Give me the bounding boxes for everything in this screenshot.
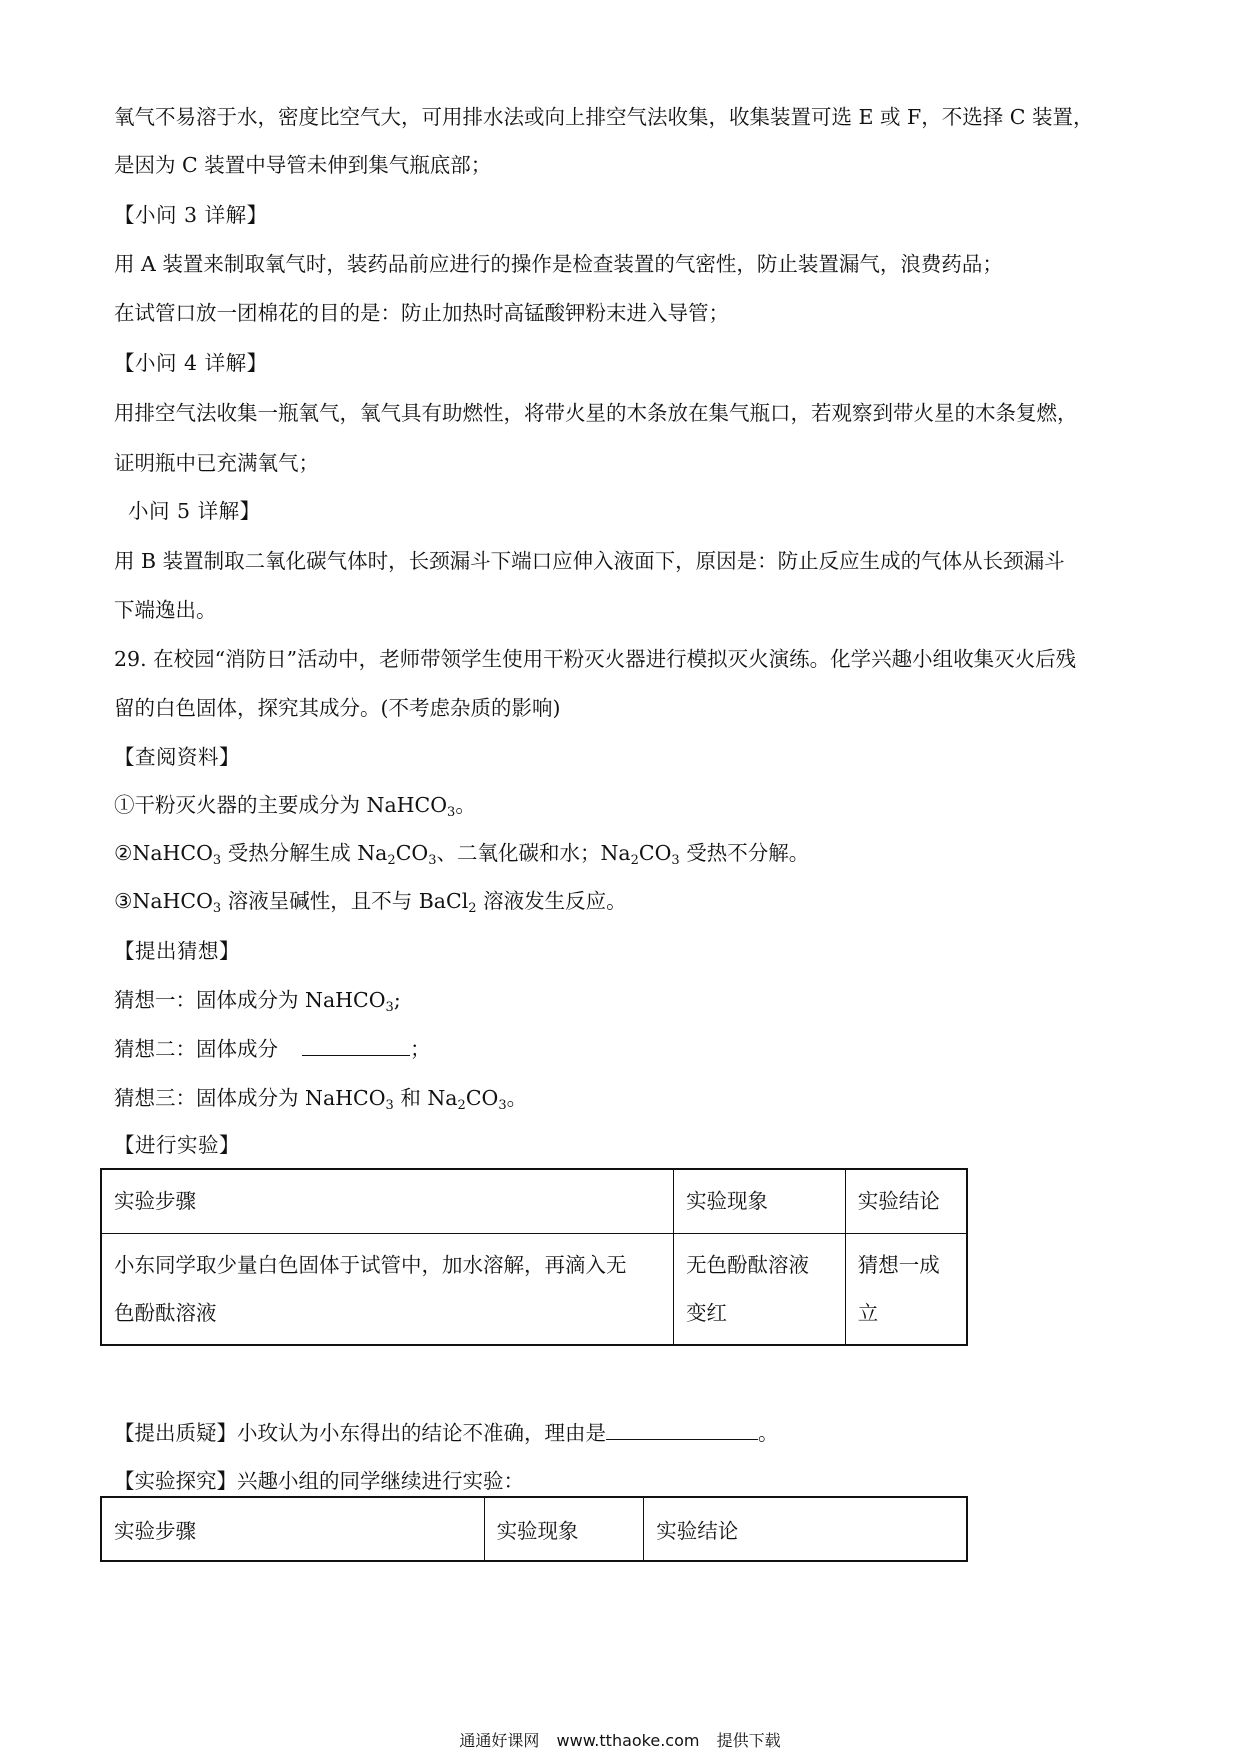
table-header-row [101, 1169, 967, 1233]
paragraph-line: 下端逸出。 [114, 598, 217, 622]
section-heading: 【提出猜想】 [114, 939, 240, 963]
table-header-cell: 实验结论 [845, 1169, 967, 1233]
table-cell-step: 小东同学取少量白色固体于试管中，加水溶解，再滴入无 色酚酞溶液 [101, 1233, 674, 1345]
table-header-cell: 实验现象 [674, 1169, 846, 1233]
experiment-table-2 [100, 1496, 968, 1562]
section-heading: 小问 5 详解】 [128, 499, 261, 523]
table-cell-conclusion: 猜想一成 立 [845, 1233, 967, 1345]
answer-blank[interactable] [606, 1419, 758, 1440]
table-header-row [101, 1497, 967, 1561]
question-doubt: 【提出质疑】小玫认为小东得出的结论不准确，理由是 。 [114, 1421, 779, 1445]
table-header-cell: 实验结论 [644, 1497, 967, 1561]
experiment-table-1 [100, 1168, 968, 1346]
paragraph-line: 是因为 C 装置中导管未伸到集气瓶底部； [114, 153, 492, 177]
question-stem: 29. 在校园“消防日”活动中，老师带领学生使用干粉灭火器进行模拟灭火演练。化学兴趣小组收集灭火后残 [114, 647, 1077, 671]
paragraph-line: 证明瓶中已充满氧气； [114, 451, 319, 475]
table-header-cell: 实验现象 [484, 1497, 644, 1561]
paragraph-line: 用 A 装置来制取氧气时，装药品前应进行的操作是检查装置的气密性，防止装置漏气，浪费药品； [114, 252, 1003, 276]
paragraph-line: 在试管口放一团棉花的目的是：防止加热时高锰酸钾粉末进入导管； [114, 301, 729, 325]
answer-blank[interactable] [302, 1035, 410, 1056]
paragraph-line: 氧气不易溶于水，密度比空气大，可用排水法或向上排空气法收集，收集装置可选 E 或 F，不选择 C 装置， [114, 105, 1094, 129]
footer-site-name: 通通好课网 [459, 1731, 540, 1750]
hypothesis-2: 猜想二：固体成分 ； [114, 1037, 431, 1061]
section-heading: 【实验探究】兴趣小组的同学继续进行实验： [114, 1469, 524, 1493]
paragraph-line: 用 B 装置制取二氧化碳气体时，长颈漏斗下端口应伸入液面下，原因是：防止反应生成的气体从长颈漏斗 [114, 549, 1065, 573]
reference-item-2: ②NaHCO$_3$ 受热分解生成 $Na_2CO_3$、二氧化碳和水；$Na_2CO_3$ 受热不分解。 [114, 841, 810, 868]
reference-item-1: ①干粉灭火器的主要成分为 NaHCO$_3$。 [114, 793, 476, 820]
section-heading: 【进行实验】 [114, 1133, 240, 1157]
hypothesis-3: 猜想三：固体成分为 NaHCO$_3$ 和 $Na_2CO_3$。 [114, 1086, 528, 1113]
question-stem: 留的白色固体，探究其成分。(不考虑杂质的影响) [114, 696, 561, 720]
section-heading: 【查阅资料】 [114, 745, 240, 769]
footer-url[interactable]: www.tthaoke.com [556, 1731, 700, 1750]
table-header-cell: 实验步骤 [101, 1169, 674, 1233]
table-cell-phenomenon: 无色酚酞溶液 变红 [674, 1233, 846, 1345]
hypothesis-1: 猜想一：固体成分为 NaHCO$_3$; [114, 988, 401, 1015]
footer-note: 提供下载 [716, 1731, 781, 1750]
paragraph-line: 用排空气法收集一瓶氧气，氧气具有助燃性，将带火星的木条放在集气瓶口，若观察到带火星的木条复燃， [114, 401, 1078, 425]
section-heading: 【小问 4 详解】 [114, 351, 268, 375]
table-row [101, 1233, 967, 1345]
reference-item-3: ③NaHCO$_3$ 溶液呈碱性，且不与 BaCl$_2$ 溶液发生反应。 [114, 889, 627, 916]
section-heading: 【小问 3 详解】 [114, 203, 268, 227]
page-footer [0, 1728, 1240, 1751]
table-header-cell: 实验步骤 [101, 1497, 484, 1561]
